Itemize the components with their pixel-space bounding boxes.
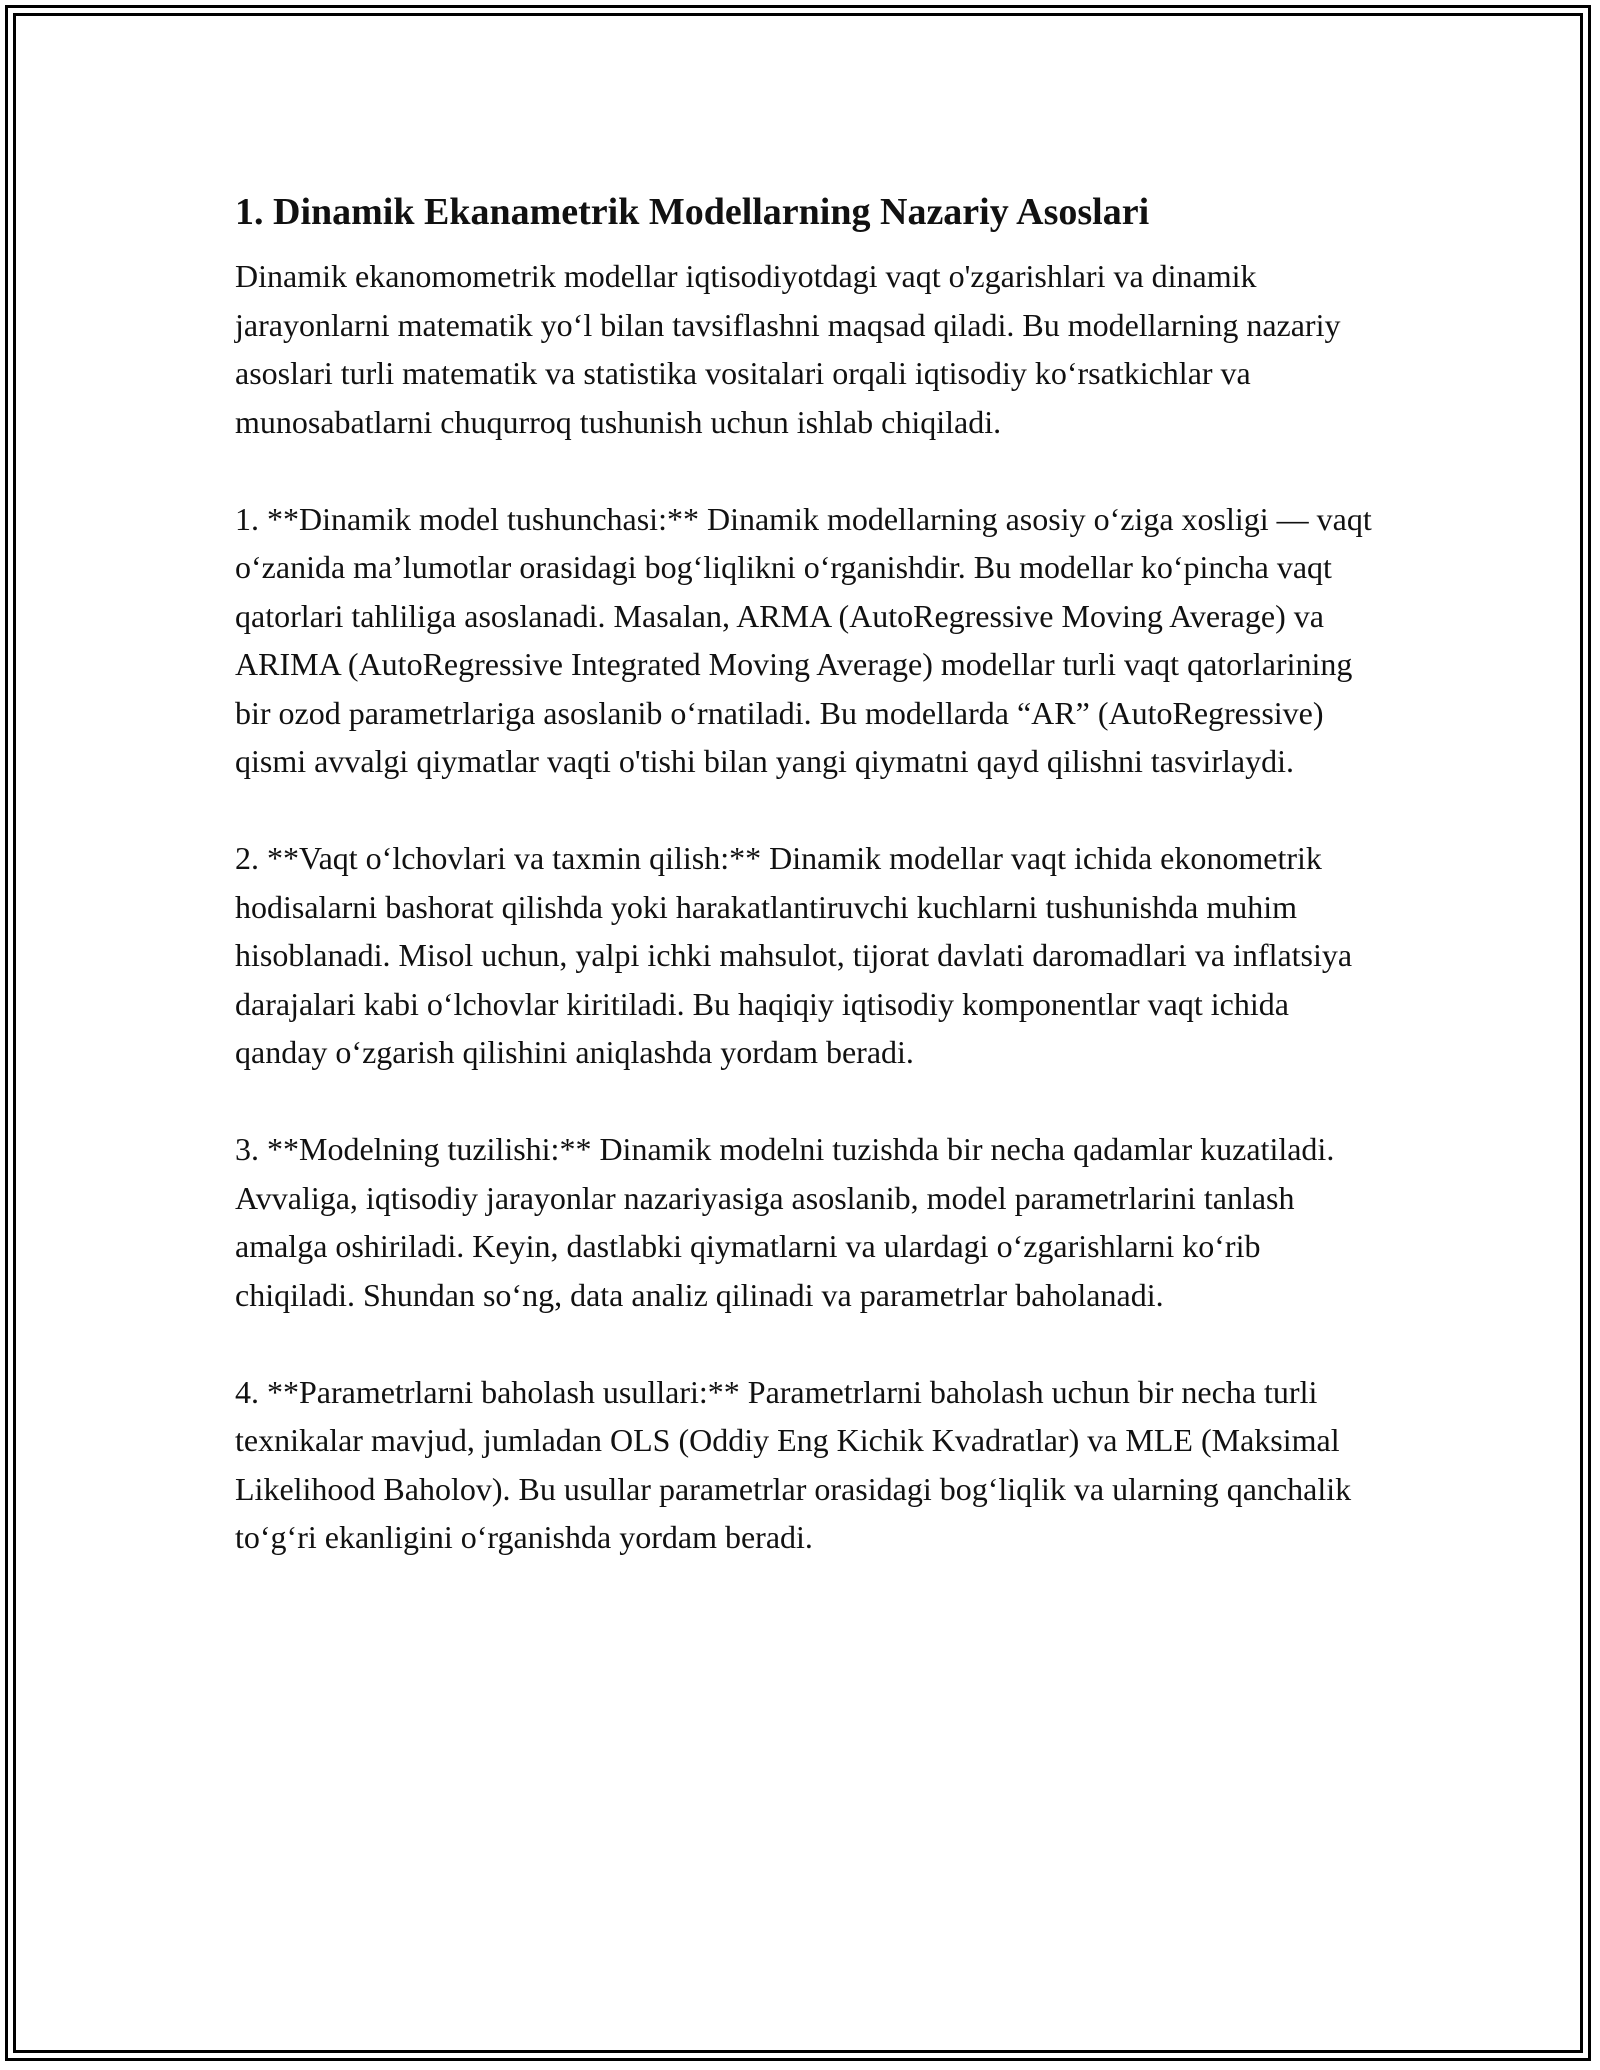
section-vaqt-olchovlari-paragraph: 2. **Vaqt o‘lchovlari va taxmin qilish:** Dinamik modellar vaqt ichida ekonometrik hodisalarni bashorat qilishda yoki harakatlantiruvchi kuchlarni tushunishda muhim hisoblanadi. Misol uchun, yalpi ichki mahsulot, tijorat davlati daromadlari va inflatsiya darajalari kabi o‘lchovlar kiritiladi. Bu haqiqiy iqtisodiy komponentlar vaqt ichida qanday o‘zgarish qilishini aniqlashda yordam beradi. [235,840,1353,1070]
section-parametrlarni-baholash-paragraph: 4. **Parametrlarni baholash usullari:** Parametrlarni baholash uchun bir necha turli texnikalar mavjud, jumladan OLS (Oddiy Eng Kichik Kvadratlar) va MLE (Maksimal Likelihood Baholov). Bu usullar parametrlar orasidagi bog‘liqlik va ularning qanchalik to‘g‘ri ekanligini o‘rganishda yordam beradi. [235,1373,1352,1555]
document-body [235,190,1375,1610]
intro-paragraph: Dinamik ekanomometrik modellar iqtisodiyotdagi vaqt o'zgarishlari va dinamik jarayonlarni matematik yo‘l bilan tavsiflashni maqsad qiladi. Bu modellarning nazariy asoslari turli matematik va statistika vositalari orqali iqtisodiy ko‘rsatkichlar va munosabatlarni chuqurroq tushunish uchun ishlab chiqiladi. [235,258,1341,440]
section-modelning-tuzilishi-paragraph: 3. **Modelning tuzilishi:** Dinamik modelni tuzishda bir necha qadamlar kuzatiladi. Avvaliga, iqtisodiy jarayonlar nazariyasiga asoslanib, model parametrlarini tanlash amalga oshiriladi. Keyin, dastlabki qiymatlarni va ulardagi o‘zgarishlarni ko‘rib chiqiladi. Shundan so‘ng, data analiz qilinadi va parametrlar baholanadi. [235,1131,1335,1313]
section-dinamik-model-paragraph: 1. **Dinamik model tushunchasi:** Dinamik modellarning asosiy o‘ziga xosligi — vaqt o‘zanida ma’lumotlar orasidagi bog‘liqlikni o‘rganishdir. Bu modellar ko‘pincha vaqt qatorlari tahliliga asoslanadi. Masalan, ARMA (AutoRegressive Moving Average) va ARIMA (AutoRegressive Integrated Moving Average) modellar turli vaqt qatorlarining bir ozod parametrlariga asoslanib o‘rnatiladi. Bu modellarda “AR” (AutoRegressive) qismi avvalgi qiymatlar vaqti o'tishi bilan yangi qiymatni qayd qilishni tasvirlaydi. [235,500,1372,779]
document-title: 1. Dinamik Ekanametrik Modellarning Nazariy Asoslari [235,191,1150,233]
